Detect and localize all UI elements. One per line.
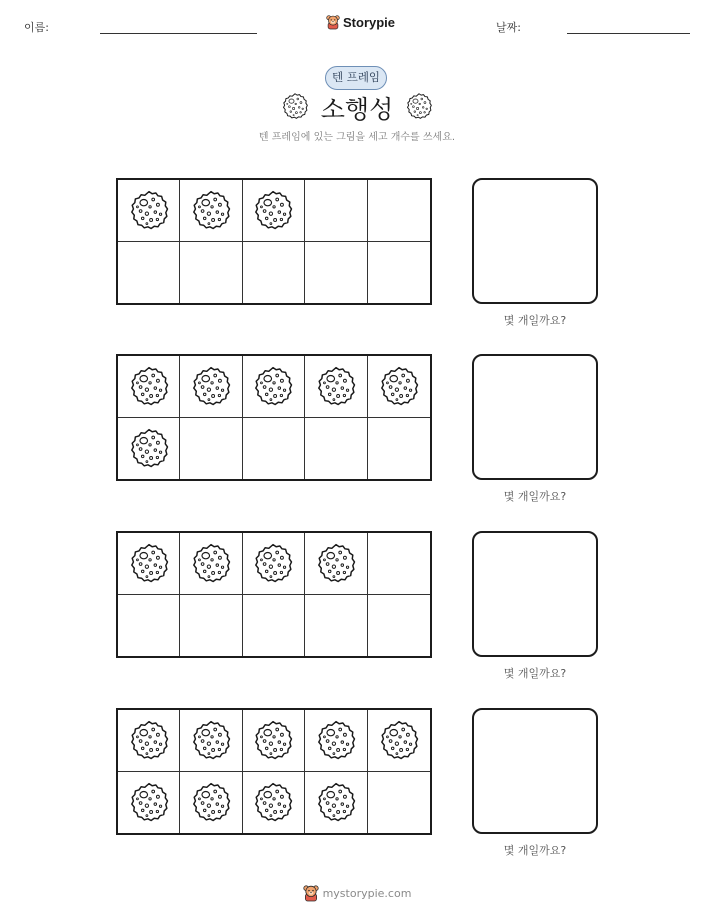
- frame-cell: [243, 595, 305, 657]
- asteroid-icon: [252, 189, 294, 231]
- asteroid-icon: [252, 781, 294, 823]
- frame-cell: [305, 180, 367, 242]
- frame-cell: [368, 533, 430, 595]
- frame-cell: [305, 772, 367, 834]
- asteroid-icon: [128, 189, 170, 231]
- frame-cell: [180, 710, 242, 772]
- footer-site: mystorypie.com: [322, 886, 412, 900]
- logo-text: Storypie: [343, 14, 396, 30]
- question-label: 몇 개일까요?: [503, 667, 567, 680]
- answer-box[interactable]: [472, 708, 598, 834]
- date-field[interactable]: [567, 33, 690, 34]
- frame-cell: [243, 772, 305, 834]
- asteroid-icon: [315, 542, 357, 584]
- frame-cell: [368, 418, 430, 480]
- frame-cell: [368, 180, 430, 242]
- page-title: 소행성: [320, 95, 394, 124]
- ten-frame: [116, 178, 432, 305]
- bear-icon: [303, 884, 319, 902]
- date-label: 날짜:: [496, 21, 521, 34]
- frame-cell: [305, 710, 367, 772]
- frame-cell: [243, 533, 305, 595]
- frame-cell: [305, 242, 367, 304]
- frame-cell: [118, 533, 180, 595]
- name-field[interactable]: [100, 33, 257, 34]
- frame-cell: [368, 595, 430, 657]
- answer-box[interactable]: [472, 531, 598, 657]
- frame-cell: [118, 180, 180, 242]
- asteroid-icon: [315, 365, 357, 407]
- frame-cell: [243, 180, 305, 242]
- name-label: 이름:: [24, 21, 49, 34]
- frame-cell: [368, 710, 430, 772]
- asteroid-icon: [128, 427, 170, 469]
- frame-cell: [118, 418, 180, 480]
- worksheet-tag: 텐 프레임: [325, 66, 387, 90]
- frame-cell: [180, 418, 242, 480]
- asteroid-icon: [128, 781, 170, 823]
- frame-cell: [305, 418, 367, 480]
- asteroid-icon: [405, 92, 433, 120]
- asteroid-icon: [190, 542, 232, 584]
- frame-cell: [180, 180, 242, 242]
- asteroid-icon: [190, 189, 232, 231]
- asteroid-icon: [190, 365, 232, 407]
- frame-cell: [305, 595, 367, 657]
- storypie-logo: [326, 14, 395, 30]
- ten-frame: [116, 708, 432, 835]
- question-label: 몇 개일까요?: [503, 844, 567, 857]
- frame-cell: [368, 242, 430, 304]
- asteroid-icon: [252, 719, 294, 761]
- frame-cell: [243, 710, 305, 772]
- asteroid-icon: [128, 719, 170, 761]
- frame-cell: [180, 242, 242, 304]
- asteroid-icon: [378, 365, 420, 407]
- ten-frame: [116, 531, 432, 658]
- asteroid-icon: [315, 719, 357, 761]
- ten-frame: [116, 354, 432, 481]
- frame-cell: [180, 356, 242, 418]
- asteroid-icon: [252, 365, 294, 407]
- asteroid-icon: [378, 719, 420, 761]
- bear-icon: [326, 14, 340, 30]
- frame-cell: [118, 772, 180, 834]
- question-label: 몇 개일까요?: [503, 490, 567, 503]
- question-label: 몇 개일까요?: [503, 314, 567, 327]
- asteroid-icon: [128, 365, 170, 407]
- frame-cell: [368, 772, 430, 834]
- frame-cell: [180, 595, 242, 657]
- frame-cell: [305, 533, 367, 595]
- frame-cell: [118, 242, 180, 304]
- footer: [0, 884, 714, 902]
- frame-cell: [180, 533, 242, 595]
- asteroid-icon: [315, 781, 357, 823]
- frame-cell: [305, 356, 367, 418]
- frame-cell: [243, 242, 305, 304]
- answer-box[interactable]: [472, 178, 598, 304]
- asteroid-icon: [252, 542, 294, 584]
- instructions: 텐 프레임에 있는 그림을 세고 개수를 쓰세요.: [258, 132, 456, 143]
- frame-cell: [180, 772, 242, 834]
- frame-cell: [243, 418, 305, 480]
- answer-box[interactable]: [472, 354, 598, 480]
- frame-cell: [118, 710, 180, 772]
- frame-cell: [118, 356, 180, 418]
- frame-cell: [243, 356, 305, 418]
- asteroid-icon: [128, 542, 170, 584]
- frame-cell: [368, 356, 430, 418]
- asteroid-icon: [190, 719, 232, 761]
- asteroid-icon: [190, 781, 232, 823]
- frame-cell: [118, 595, 180, 657]
